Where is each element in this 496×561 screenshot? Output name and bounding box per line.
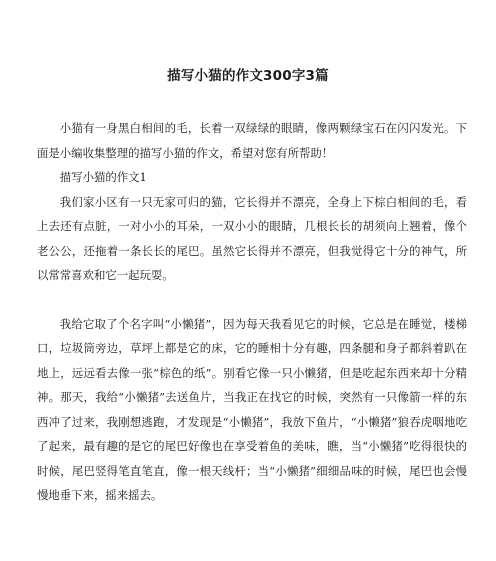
document-title: 描写小猫的作文300字3篇 bbox=[167, 68, 329, 84]
document-body bbox=[37, 116, 467, 508]
section-heading: 描写小猫的作文1 bbox=[59, 170, 147, 184]
body-paragraph-2: 我给它取了个名字叫“小懒猪”，因为每天我看见它的时候，它总是在睡觉，楼梯口，垃圾筒旁边，草坪上都是它的床，它的睡相十分有趣，四条腿和身子都斜着趴在地上，远远看去像一张“棕色的纸”。别看它像一只小懒猪，但是吃起东西来却十分精神。那天，我给“小懒猪”去送鱼片，当我正在找它的时候，突然有一只像箭一样的东西冲了过来，我刚想逃跑，才发现是“小懒猪”，我放下鱼片，“小懒猪”狼吞虎咽地吃了起来，最有趣的是它的尾巴好像也在享受着鱼的美味，瞧，当“小懒猪”吃得很快的时候，尾巴竖得笔直笔直，像一根天线杆；当“小懒猪”细细品味的时候，尾巴也会慢慢地垂下来，摇来摇去。 bbox=[37, 316, 467, 502]
intro-paragraph: 小猫有一身黑白相间的毛，长着一双绿绿的眼睛，像两颗绿宝石在闪闪发光。下面是小编收集整理的描写小猫的作文，希望对您有所帮助！ bbox=[37, 121, 467, 160]
body-paragraph-1: 我们家小区有一只无家可归的猫，它长得并不漂亮，全身上下棕白相间的毛，看上去还有点脏，一对小小的耳朵，一双小小的眼睛，几根长长的胡须向上翘着，像个老公公，还拖着一条长长的尾巴。虽然它长得并不漂亮，但我觉得它十分的神气，所以常常喜欢和它一起玩耍。 bbox=[37, 194, 467, 282]
